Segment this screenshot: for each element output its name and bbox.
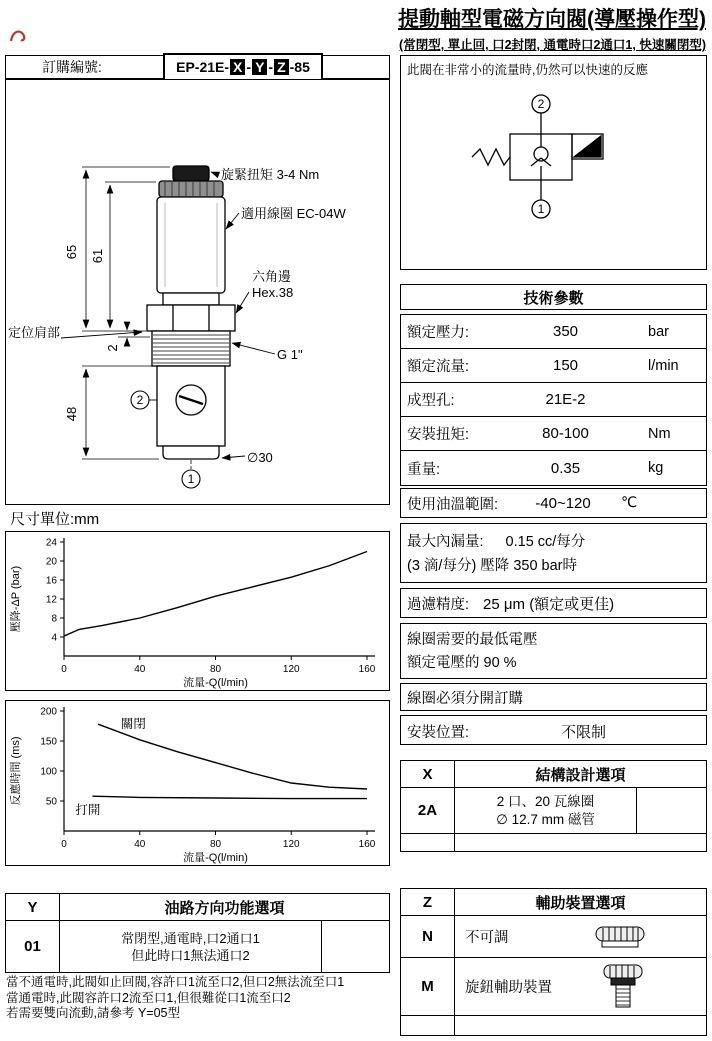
order-number-row — [5, 55, 390, 79]
tech-value: 80-100 — [542, 425, 589, 442]
coil-note: 適用線圈 EC-04W — [241, 206, 346, 221]
x-tick-label: 160 — [358, 839, 376, 850]
x-table-code: X — [401, 761, 455, 787]
response-time-chart — [6, 701, 389, 865]
leakage-label: 最大內漏量: — [407, 534, 484, 550]
tech-row-temperature — [400, 488, 707, 518]
temp-label: 使用油溫範圍: — [407, 496, 499, 513]
pressure-drop-chart-box — [5, 531, 390, 691]
y-tick-label: 12 — [45, 594, 57, 606]
page-subtitle: (常閉型, 單止回, 口2封閉, 通電時口2通口1, 快速關閉型) — [399, 38, 706, 52]
y-axis-label: 壓降-ΔP (bar) — [10, 565, 22, 633]
coil-voltage-line2: 額定電壓的 90 % — [407, 655, 517, 671]
valve-drawing-box — [5, 79, 390, 505]
tech-unit: l/min — [648, 357, 679, 374]
y-row-line2: 但此時口1無法通口2 — [131, 947, 250, 963]
order-code-box — [163, 53, 323, 81]
y-tick-label: 200 — [40, 706, 57, 718]
coil-voltage-line1: 線圈需要的最低電壓 — [407, 632, 538, 648]
z-table-code: Z — [401, 889, 455, 915]
x-tick-label: 120 — [282, 664, 300, 675]
order-code-suffix: -85 — [289, 59, 310, 75]
footnote-1: 當不通電時,此閥如止回閥,容許口1流至口2,但口2無法流至口1 — [6, 975, 345, 989]
red-pen-mark — [8, 27, 32, 45]
symbol-note-box — [400, 55, 707, 270]
x-row-line2: ∅ 12.7 mm 磁管 — [496, 811, 595, 827]
chart-annotation: 打開 — [75, 803, 101, 818]
z-table-header — [401, 889, 706, 915]
leakage-value: 0.15 cc/每分 — [505, 534, 586, 550]
tech-label: 安裝扭矩: — [407, 427, 470, 443]
x-table-empty-row — [401, 833, 706, 851]
tech-label: 額定流量: — [407, 359, 470, 375]
x-tick-label: 80 — [209, 664, 222, 675]
threaded-section — [152, 331, 230, 366]
footnotes — [6, 975, 392, 1022]
series-line-0 — [64, 552, 367, 637]
port-2-number: 2 — [136, 393, 144, 407]
x-tick-label: 80 — [209, 839, 222, 850]
x-tick-label: 160 — [358, 664, 376, 675]
y-row-description — [60, 921, 322, 972]
symbol-port-1-number: 1 — [537, 202, 545, 216]
y-table-header — [6, 894, 389, 920]
solenoid-triangle — [574, 136, 601, 157]
response-time-chart-box — [5, 700, 390, 866]
temp-unit: ℃ — [621, 495, 638, 511]
chart-annotation: 關閉 — [120, 716, 146, 731]
knurled-ring — [159, 181, 223, 197]
footnote-2: 當通電時,此閥容許口2流至口1,但很難從口1流至口2 — [6, 990, 291, 1005]
tech-row-torque — [401, 417, 706, 451]
order-code-x: X — [230, 59, 245, 75]
hex-flange — [147, 305, 235, 331]
shoulder-label: 定位肩部 — [8, 325, 61, 340]
x-table-title: 結構設計選項 — [535, 766, 626, 784]
y-table-code: Y — [6, 894, 60, 920]
z-row-n-label: 不可調 — [465, 930, 509, 946]
order-code-sep1: - — [246, 59, 252, 75]
x-tick-label: 0 — [61, 664, 67, 675]
z-table-row-n — [401, 915, 706, 957]
tech-row-flow — [401, 349, 706, 383]
z-options-table — [400, 888, 707, 1036]
dim-48-label: 48 — [64, 406, 79, 422]
mounting-label: 安裝位置: — [407, 725, 470, 741]
tech-value: 0.35 — [550, 459, 581, 477]
diameter-label: ∅30 — [247, 450, 273, 465]
dim-65-label: 65 — [64, 244, 79, 260]
y-tick-label: 8 — [51, 613, 57, 625]
symbol-port-2-number: 2 — [537, 97, 545, 111]
coil-body — [157, 197, 225, 293]
spring-symbol — [472, 149, 510, 165]
tech-value: 150 — [552, 357, 579, 374]
mounting-value: 不限制 — [561, 724, 607, 741]
pressure-drop-chart — [6, 532, 389, 690]
tech-unit: bar — [648, 323, 669, 340]
coil-base — [163, 293, 219, 305]
tech-row-cavity — [401, 383, 706, 417]
torque-note: 旋緊扭矩 3-4 Nm — [221, 167, 320, 182]
x-row-code: 2A — [401, 788, 455, 833]
hex-note-line1: 六角邊 — [252, 269, 292, 284]
x-axis-label: 流量-Q(l/min) — [183, 677, 248, 689]
hex-note-line2: Hex.38 — [252, 285, 294, 300]
tech-unit: kg — [648, 460, 664, 476]
order-number-label: 訂購編號: — [42, 59, 102, 75]
port-1-number: 1 — [187, 472, 195, 486]
tech-row-leakage — [400, 523, 707, 583]
dim-2-label: 2 — [105, 344, 120, 352]
y-row-line1: 常閉型,通電時,口2通口1 — [121, 930, 260, 946]
x-tick-label: 120 — [282, 839, 300, 850]
x-row-line1: 2 口、20 瓦線圈 — [496, 793, 595, 809]
z-table-title: 輔助裝置選項 — [535, 894, 626, 912]
tech-label: 成型孔: — [407, 393, 455, 409]
y-tick-label: 4 — [51, 632, 57, 644]
tech-row-pressure — [401, 315, 706, 349]
footnote-3: 若需要雙向流動,請參考 Y=05型 — [6, 1006, 180, 1020]
tech-label: 額定壓力: — [407, 325, 470, 341]
tech-row-filtration — [400, 588, 707, 618]
z-row-m-label: 旋鈕輔助裝置 — [465, 980, 552, 996]
page-title: 提動軸型電磁方向閥(導壓操作型) — [398, 8, 706, 31]
order-code-y: Y — [252, 59, 267, 75]
temp-value: -40~120 — [535, 494, 591, 512]
check-ball — [534, 147, 548, 161]
x-table-header — [401, 761, 706, 787]
adjust-knob-icon — [601, 963, 645, 1011]
dimension-unit-note: 尺寸單位:mm — [10, 511, 100, 528]
fixed-knob-icon — [593, 924, 647, 950]
tech-row-weight — [401, 451, 706, 485]
x-options-table — [400, 760, 707, 852]
x-axis-label: 流量-Q(l/min) — [183, 852, 248, 864]
y-axis-label: 反應時間 (ms) — [10, 736, 22, 806]
z-table-row-m — [401, 957, 706, 1015]
series-line-1 — [92, 796, 367, 798]
tech-label: 重量: — [407, 461, 441, 478]
y-tick-label: 24 — [45, 537, 57, 549]
z-table-empty-row — [401, 1015, 706, 1035]
hydraulic-symbol — [401, 78, 706, 260]
tech-value: 21E-2 — [545, 391, 586, 408]
y-options-table — [5, 893, 390, 973]
x-row-description — [455, 788, 637, 833]
y-table-row — [6, 920, 389, 972]
top-nut — [173, 166, 209, 181]
x-tick-label: 40 — [134, 839, 146, 850]
tech-row-coil-order: 線圈必須分開訂購 — [400, 683, 707, 711]
page-header — [398, 3, 706, 53]
tech-value: 350 — [552, 323, 579, 340]
x-table-row — [401, 787, 706, 833]
response-note: 此閥在非常小的流量時,仍然可以快速的反應 — [407, 63, 648, 77]
order-code-z: Z — [274, 59, 289, 75]
y-tick-label: 100 — [40, 766, 57, 778]
leakage-line2: (3 滴/每分) 壓降 350 bar時 — [407, 558, 578, 574]
order-code-sep2: - — [268, 59, 274, 75]
x-tick-label: 40 — [134, 664, 146, 675]
thread-size-label: G 1" — [277, 347, 303, 362]
z-row-m-code: M — [401, 958, 455, 1015]
valve-tip — [163, 446, 219, 459]
dim-61-label: 61 — [90, 248, 105, 264]
valve-outline — [147, 166, 235, 469]
y-table-title: 油路方向功能選項 — [164, 899, 285, 917]
y-tick-label: 16 — [45, 575, 57, 587]
z-row-n-code: N — [401, 916, 455, 957]
y-row-code: 01 — [6, 921, 60, 972]
symbol-lines — [472, 95, 603, 218]
y-tick-label: 20 — [45, 556, 57, 568]
tech-params-header: 技術參數 — [400, 284, 707, 310]
series-line-0 — [98, 724, 367, 789]
tech-unit: Nm — [648, 425, 671, 442]
tech-params-table — [400, 314, 707, 486]
x-tick-label: 0 — [61, 839, 67, 850]
filtration-value: 25 μm (額定或更佳) — [483, 595, 615, 613]
y-tick-label: 150 — [40, 736, 57, 748]
tech-row-coil-voltage — [400, 623, 707, 679]
valve-technical-drawing — [6, 80, 389, 504]
y-tick-label: 50 — [45, 796, 57, 808]
filtration-label: 過濾精度: — [407, 596, 470, 613]
order-code-prefix: EP-21E- — [176, 59, 230, 75]
tech-row-mounting — [400, 715, 707, 745]
